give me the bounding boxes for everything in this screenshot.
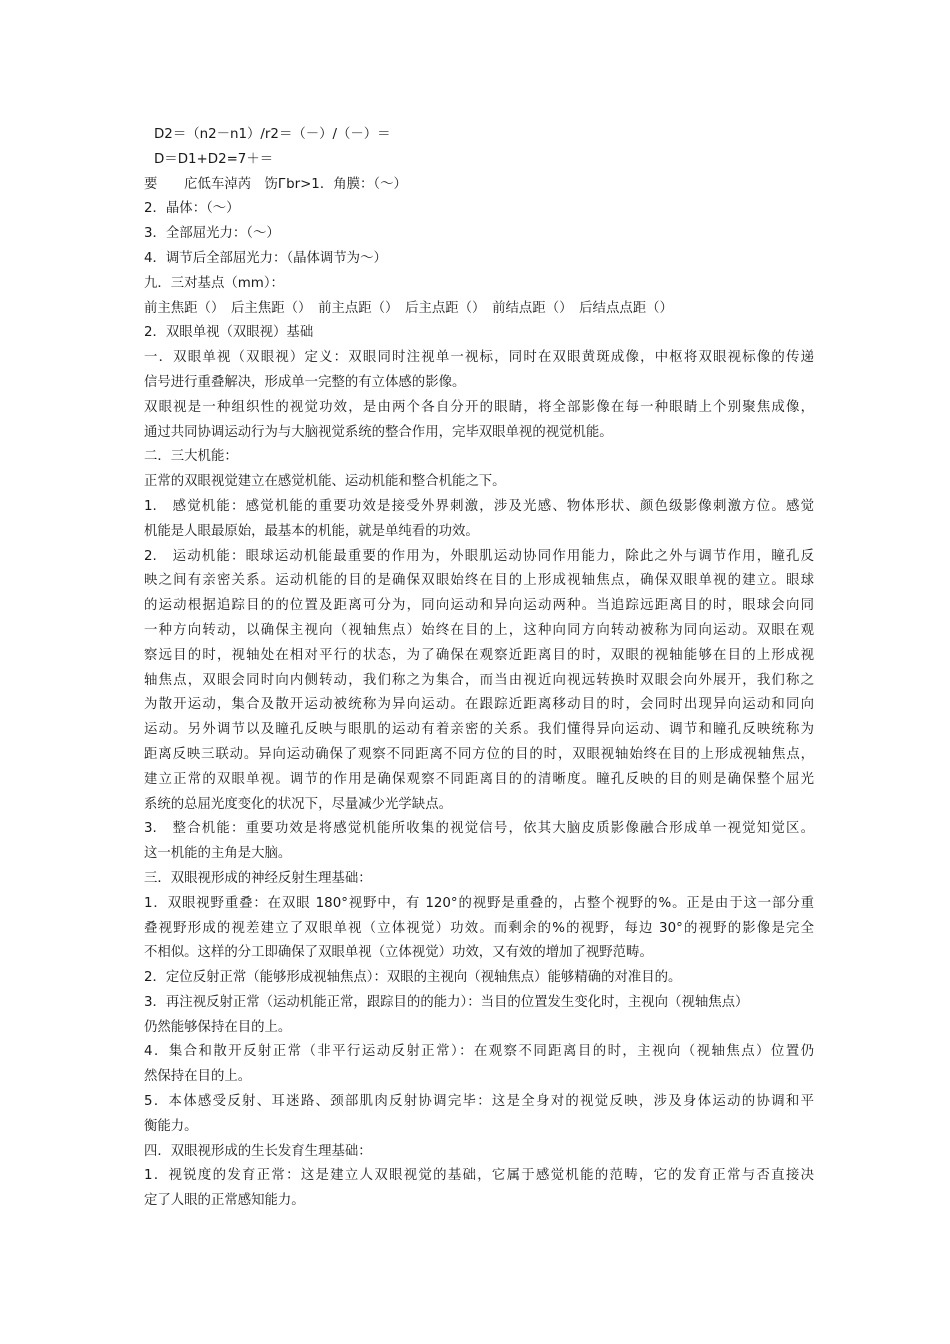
paragraph-line: 然保持在目的上。 [144, 1069, 252, 1085]
paragraph-line: 通过共同协调运动行为与大脑视觉系统的整合作用，完毕双眼单视的视觉机能。 [144, 424, 613, 440]
paragraph-line: 系统的总屈光度变化的状况下，尽量减少光学缺点。 [144, 796, 452, 812]
section-heading: 三．双眼视形成的神经反射生理基础： [144, 870, 372, 886]
paragraph-line: 察远目的时，视轴处在相对平行的状态，为了确保在观察近距离目的时，双眼的视轴能够在目的上形成视 [144, 647, 814, 663]
paragraph-line: 1．视锐度的发育正常：这是建立人双眼视觉的基础，它属于感觉机能的范畴，它的发育正常与否直接决 [144, 1168, 814, 1184]
paragraph-line: 1．双眼视野重叠：在双眼 180°视野中，有 120°的视野是重叠的，占整个视野的%。正是由于这一部分重 [144, 895, 814, 911]
paragraph-line: 定了人眼的正常感知能力。 [144, 1193, 305, 1209]
paragraph-line: 建立正常的双眼单视。调节的作用是确保观察不同距离目的的清晰度。瞳孔反映的目的则是确保整个屈光 [144, 771, 814, 787]
paragraph-line: 衡能力。 [144, 1118, 198, 1134]
paragraph-line: 3. 整合机能：重要功效是将感觉机能所收集的视觉信号，依其大脑皮质影像融合形成单一视觉知觉区。 [144, 821, 814, 837]
section-heading: 二．三大机能： [144, 449, 238, 465]
paragraph-line: 双眼视是一种组织性的视觉功效，是由两个各自分开的眼睛，将全部影像在每一种眼睛上个别聚焦成像， [144, 399, 814, 415]
paragraph-line: 5．本体感受反射、耳迷路、颈部肌肉反射协调完毕：这是全身对的视觉反映，涉及身体运动的协调和平 [144, 1094, 814, 1110]
text-line: 前主焦距（） 后主焦距（） 前主点距（） 后主点距（） 前结点距（） 后结点点距（） [144, 300, 673, 316]
paragraph-line: 正常的双眼视觉建立在感觉机能、运动机能和整合机能之下。 [144, 474, 506, 490]
paragraph-line: 2．定位反射正常（能够形成视轴焦点）：双眼的主视向（视轴焦点）能够精确的对准目的。 [144, 970, 682, 986]
formula-line-d: D＝D1+D2=7＋＝ [154, 151, 274, 167]
section-heading: 九．三对基点（mm）： [144, 275, 284, 291]
text-line: 3．全部屈光力：（～） [144, 226, 280, 242]
paragraph-line: 距离反映三联动。异向运动确保了观察不同距离不同方位的目的时，双眼视轴始终在目的上形成视轴焦点， [144, 746, 814, 762]
section-heading: 四．双眼视形成的生长发育生理基础： [144, 1143, 372, 1159]
paragraph-line: 轴焦点，双眼会同时向内侧转动，我们称之为集合，而当由视近向视远转换时双眼会向外展开，我们称之 [144, 672, 814, 688]
paragraph-line: 运动。另外调节以及瞳孔反映与眼肌的运动有着亲密的关系。我们懂得异向运动、调节和瞳孔反映统称为 [144, 722, 814, 738]
paragraph-line: 这一机能的主角是大脑。 [144, 846, 292, 862]
paragraph-line: 机能是人眼最原始，最基本的机能，就是单纯看的功效。 [144, 523, 479, 539]
formula-line-d2: D2＝（n2－n1）/r2＝（－）/（－）＝ [154, 127, 391, 142]
text-line: 要 庀低车淖芮 饬Гbr>1．角膜：（～） [144, 176, 407, 192]
text-line: 4．调节后全部屈光力：（晶体调节为～） [144, 250, 387, 266]
paragraph-line: 叠视野形成的视差建立了双眼单视（立体视觉）功效。而剩余的%的视野，每边 30°的视野的影像是完全 [144, 920, 814, 936]
text-line: 2．晶体：（～） [144, 201, 240, 217]
paragraph-line: 不相似。这样的分工即确保了双眼单视（立体视觉）功效，又有效的增加了视野范畴。 [144, 945, 653, 961]
paragraph-line: 一种方向转动，以确保主视向（视轴焦点）始终在目的上，这种向同方向转动被称为同向运动。双眼在观 [144, 622, 814, 638]
document-body [144, 123, 814, 1214]
paragraph-line: 4．集合和散开反射正常（非平行运动反射正常）：在观察不同距离目的时，主视向（视轴焦点）位置仍 [144, 1044, 814, 1060]
paragraph-line: 映之间有亲密关系。运动机能的目的是确保双眼始终在目的上形成视轴焦点，确保双眼单视的建立。眼球 [144, 573, 814, 589]
paragraph-line: 为散开运动，集合及散开运动被统称为异向运动。在跟踪近距离移动目的时，会同时出现异向运动和同向 [144, 697, 814, 713]
paragraph-line: 3．再注视反射正常（运动机能正常，跟踪目的的能力）：当目的位置发生变化时，主视向（视轴焦点） [144, 994, 749, 1010]
paragraph-line: 1. 感觉机能：感觉机能的重要功效是接受外界刺激，涉及光感、物体形状、颜色级影像刺激方位。感觉 [144, 498, 814, 514]
paragraph-line: 的运动根据追踪目的的位置及距离可分为，同向运动和异向运动两种。当追踪远距离目的时，眼球会向同 [144, 598, 814, 614]
section-heading: 2．双眼单视（双眼视）基础 [144, 325, 314, 341]
paragraph-line: 2. 运动机能：眼球运动机能最重要的作用为，外眼肌运动协同作用能力，除此之外与调节作用，瞳孔反 [144, 548, 814, 564]
paragraph-line: 一．双眼单视（双眼视）定义：双眼同时注视单一视标，同时在双眼黄斑成像，中枢将双眼视标像的传递 [144, 350, 814, 366]
paragraph-line: 仍然能够保持在目的上。 [144, 1019, 292, 1035]
paragraph-line: 信号进行重叠解决，形成单一完整的有立体感的影像。 [144, 374, 466, 390]
